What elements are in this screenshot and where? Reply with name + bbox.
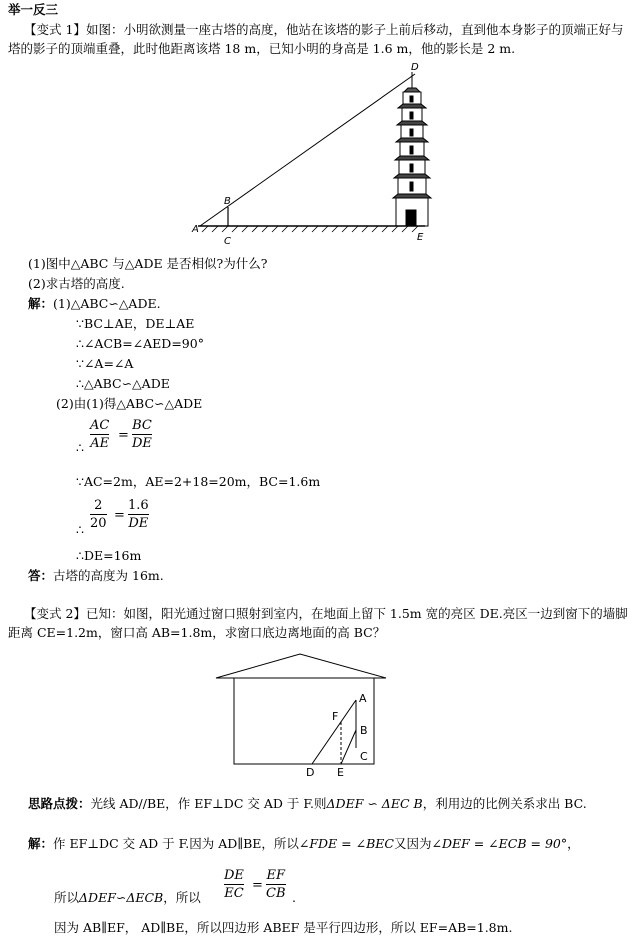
solution-line-5: (2)由(1)得△ABC∽△ADE bbox=[56, 396, 203, 411]
label-F2: F bbox=[332, 710, 339, 723]
ground-hatch bbox=[202, 226, 418, 232]
solution-part1: (1)△ABC∽△ADE. bbox=[53, 296, 161, 311]
label-C2: C bbox=[360, 750, 368, 763]
solution-line-1: ∵BC⊥AE，DE⊥AE bbox=[76, 316, 195, 331]
fraction-2-20 bbox=[90, 498, 107, 531]
variant1-problem bbox=[8, 20, 632, 58]
ray-be bbox=[341, 730, 356, 764]
question-1: (1)图中△ABC 与△ADE 是否相似?为什么? bbox=[28, 256, 268, 271]
variant1-tag: 【变式 1】 bbox=[24, 22, 86, 37]
fraction-16-de bbox=[128, 498, 149, 531]
frac1-den2: DE bbox=[132, 436, 152, 451]
hint-math: ΔDEF ∽ ΔEC B bbox=[326, 796, 423, 811]
frac1-den: AE bbox=[90, 436, 110, 451]
house-roof bbox=[216, 654, 386, 678]
similar-line bbox=[54, 890, 201, 906]
frac3-num: DE bbox=[224, 868, 244, 883]
hint-label: 思路点拨： bbox=[28, 796, 91, 811]
answer-text: 古塔的高度为 16m. bbox=[53, 568, 164, 583]
label-E2: E bbox=[337, 766, 344, 778]
label-D2: D bbox=[306, 766, 315, 778]
solution2-line bbox=[28, 836, 580, 852]
frac2-equals: = bbox=[114, 508, 125, 523]
solution2-label: 解： bbox=[28, 836, 54, 851]
label-B2: B bbox=[360, 724, 368, 737]
similar-math: ΔDEF∽ΔECB bbox=[79, 890, 164, 905]
therefore-1: ∴ bbox=[76, 440, 84, 455]
house-wall bbox=[234, 678, 374, 764]
so-1: 所以 bbox=[54, 890, 80, 905]
label-A2: A bbox=[359, 692, 367, 705]
frac1-num: AC bbox=[90, 418, 110, 433]
frac3-den: EC bbox=[224, 886, 244, 901]
frac2-den2: DE bbox=[128, 516, 149, 531]
label-D: D bbox=[411, 62, 419, 73]
solution-label: 解： bbox=[28, 296, 54, 311]
variant2-tag: 【变式 2】 bbox=[24, 606, 86, 621]
fraction-bc-de bbox=[132, 418, 152, 451]
section-title: 举一反三 bbox=[8, 2, 59, 17]
fraction-ac-ae bbox=[90, 418, 109, 451]
frac2-den: 20 bbox=[90, 516, 107, 531]
solution2-text-b: 又因为 bbox=[393, 836, 432, 851]
question-2: (2)求古塔的高度. bbox=[28, 276, 125, 291]
window-figure bbox=[210, 652, 390, 778]
fraction-de-ec bbox=[224, 868, 244, 901]
solution2-text-c: ， bbox=[567, 836, 580, 851]
so-2: ，所以 bbox=[163, 890, 201, 905]
hint-text-b: ，利用边的比例关系求出 BC. bbox=[422, 796, 587, 811]
answer-1 bbox=[28, 568, 164, 584]
variant1-problem-text: 如图：小明欲测量一座古塔的高度，他站在该塔的影子上前后移动，直到他本身影子的顶端正好与塔的影子的顶端重叠，此时他距离该塔 18 m，已知小明的身高是 1.6 m，他的影长是 2 m. bbox=[8, 22, 624, 56]
frac2-num: 2 bbox=[94, 498, 103, 513]
sight-line bbox=[200, 74, 415, 226]
pagoda-figure bbox=[190, 60, 440, 250]
therefore-2: ∴ bbox=[76, 522, 84, 537]
label-C: C bbox=[224, 236, 231, 247]
hint-text-a: 光线 AD//BE，作 EF⊥DC 交 AD 于 F.则 bbox=[90, 796, 327, 811]
frac1-equals: = bbox=[118, 428, 129, 443]
label-B: B bbox=[224, 196, 231, 207]
frac3-den2: CB bbox=[266, 886, 286, 901]
solution2-math-1: ∠FDE = ∠BEC bbox=[298, 836, 394, 851]
solution-line-2: ∴∠ACB=∠AED=90° bbox=[76, 336, 204, 351]
frac1-num2: BC bbox=[132, 418, 152, 433]
solution-1-header bbox=[28, 296, 161, 312]
variant2-problem bbox=[8, 604, 632, 642]
hint-line bbox=[28, 796, 587, 812]
variant2-problem-text: 已知：如图，阳光通过窗口照射到室内，在地面上留下 1.5m 宽的亮区 DE.亮区一边到窗下的墙脚距离 CE=1.2m，窗口高 AB=1.8m，求窗口底边离地面的高 BC？ bbox=[8, 606, 628, 640]
solution2-text-a: 作 EF⊥DC 交 AD 于 F.因为 AD∥BE，所以 bbox=[53, 836, 299, 851]
frac2-num2: 1.6 bbox=[128, 498, 149, 513]
fraction-ef-cb bbox=[266, 868, 286, 901]
period: . bbox=[292, 890, 296, 905]
frac3-equals: = bbox=[252, 878, 263, 893]
solution2-math-2: ∠DEF = ∠ECB = 90° bbox=[431, 836, 568, 851]
solution-line-7: ∴DE=16m bbox=[76, 548, 142, 563]
solution-line-3: ∵∠A=∠A bbox=[76, 356, 134, 371]
final-line: 因为 AB∥EF， AD∥BE，所以四边形 ABEF 是平行四边形，所以 EF=AB=1.8m. bbox=[54, 920, 513, 935]
label-E: E bbox=[417, 232, 424, 243]
answer-label: 答： bbox=[28, 568, 54, 583]
solution-line-6: ∵AC=2m，AE=2+18=20m，BC=1.6m bbox=[76, 474, 321, 489]
label-A: A bbox=[192, 224, 199, 235]
solution-line-4: ∴△ABC∽△ADE bbox=[76, 376, 170, 391]
frac3-num2: EF bbox=[266, 868, 285, 883]
pagoda-drawing bbox=[393, 72, 431, 226]
